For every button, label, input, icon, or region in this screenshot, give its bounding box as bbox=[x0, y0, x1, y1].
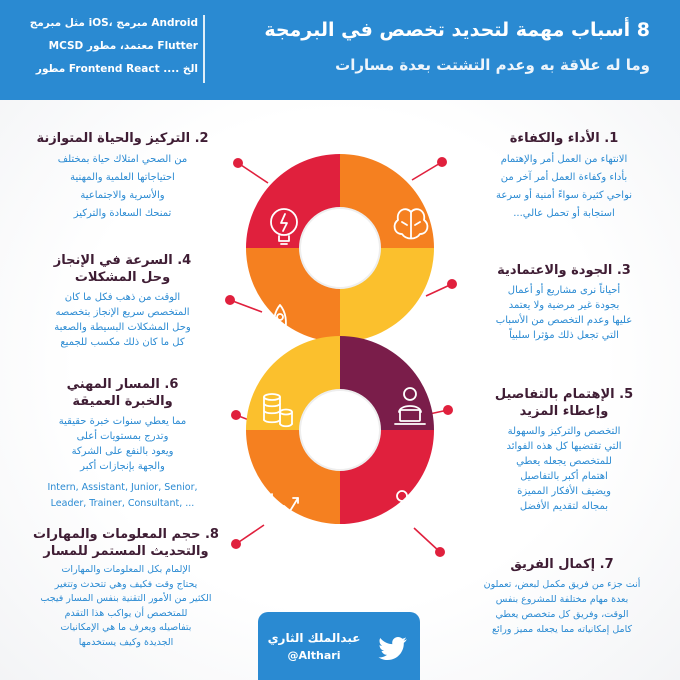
item-details-title-line2: وإعطاء المزيد bbox=[519, 404, 609, 419]
examples-line-3: مطور Frontend React .... الخ bbox=[35, 63, 198, 75]
item-knowledge-line: بتفاصيله ويعرف ما هي الإمكانيات bbox=[60, 622, 192, 633]
top-ring-hole bbox=[300, 208, 380, 288]
item-career-line: والجهة بإنجازات أكبر bbox=[80, 461, 165, 472]
item-career-title-line2: والخبرة العميقة bbox=[72, 394, 173, 409]
item-performance bbox=[455, 130, 673, 223]
item-knowledge-line: الجديدة وكيف يستخدمها bbox=[78, 636, 174, 648]
item-performance-line: استجابة أو تحمل عالي... bbox=[513, 208, 615, 219]
twitter-bird-icon bbox=[378, 636, 408, 662]
item-career bbox=[5, 376, 240, 512]
item-details-line: اهتمام أكبر بالتفاصيل bbox=[520, 471, 608, 482]
item-details-line: ويضيف الأفكار المميزة bbox=[517, 486, 611, 497]
examples-line-2: MCSD معتمد، مطور Flutter bbox=[48, 40, 198, 52]
item-speed-line: المتخصص سريع الإنجاز بتخصصه bbox=[55, 307, 190, 318]
item-quality-line: عليها وعدم التخصص من الأسباب bbox=[495, 315, 633, 326]
connector-performance bbox=[412, 162, 442, 180]
item-focus-line: من الصحي امتلاك حياة بمختلف bbox=[57, 154, 188, 165]
item-knowledge-line: للمتخصص أن يواكب هذا التقدم bbox=[64, 607, 188, 619]
connector-focus bbox=[238, 163, 268, 183]
header-banner bbox=[0, 0, 680, 100]
item-speed bbox=[5, 252, 240, 350]
infographic-subtitle: وما له علاقة به وعدم التشتت بعدة مسارات bbox=[335, 56, 650, 74]
item-team-line: الوقت، وفريق كل متخصص يعطي bbox=[495, 609, 629, 620]
item-focus-title: 2. التركيز والحياة المتوازنة bbox=[36, 131, 209, 146]
item-details-line: التي تقتضيها كل هذه الفوائد bbox=[506, 441, 622, 452]
item-career-levels: Intern, Assistant, Junior, Senior, bbox=[47, 482, 198, 493]
item-focus-line: احتياجاتها العلمية والمهنية bbox=[70, 172, 175, 183]
item-team-line: كامل إمكانياته مما يجعله مميز ورائع bbox=[491, 624, 633, 635]
connector-team bbox=[414, 528, 440, 552]
item-quality-line: بجودة غير مرضية ولا يعتمد bbox=[508, 300, 620, 311]
bottom-ring bbox=[246, 336, 434, 524]
item-quality-title: 3. الجودة والاعتمادية bbox=[497, 263, 631, 278]
item-speed-line: وحل المشكلات البسيطة والصعبة bbox=[54, 322, 191, 333]
item-focus bbox=[10, 130, 235, 223]
item-speed-title: 4. السرعة في الإنجاز bbox=[53, 253, 192, 268]
twitter-handle[interactable]: @Althari bbox=[287, 649, 341, 662]
item-career-levels: Leader, Trainer, Consultant, ... bbox=[50, 498, 195, 509]
item-details-line: للمتخصص يجعله يعطي bbox=[516, 456, 612, 467]
item-knowledge-title: 8. حجم المعلومات والمهارات bbox=[33, 527, 219, 542]
item-focus-line: والأسرية والاجتماعية bbox=[80, 190, 165, 201]
item-performance-line: نواحي كثيرة سواءً أمنية أو سرعة bbox=[495, 190, 633, 201]
item-knowledge-line: الكثير من الأمور التقنية بنفس المسار فيجب bbox=[40, 593, 212, 604]
item-details bbox=[455, 386, 673, 514]
item-career-line: مما يعطي سنوات خبرة حقيقية bbox=[58, 416, 187, 427]
item-knowledge-line: يحتاج وقت فكيف وهي تتحدث وتتغير bbox=[54, 578, 198, 590]
item-speed-line: كل ما كان ذلك مكسب للجميع bbox=[60, 337, 185, 348]
item-focus-line: تمنحك السعادة والتركيز bbox=[73, 208, 172, 219]
item-team-line: بعدة مهام مختلفة للمشروع بنفس bbox=[495, 594, 629, 605]
item-details-title: 5. الإهتمام بالتفاصيل bbox=[494, 387, 634, 402]
item-quality bbox=[455, 262, 673, 343]
item-speed-title-line2: وحل المشكلات bbox=[74, 270, 171, 285]
item-team bbox=[448, 556, 676, 637]
examples-line-1: مثل مبرمج iOS، مبرمج Android bbox=[29, 17, 198, 29]
item-knowledge-line: الإلمام بكل المعلومات والمهارات bbox=[61, 564, 191, 575]
item-performance-line: الانتهاء من العمل أمر والإهتمام bbox=[500, 154, 628, 165]
item-speed-line: الوقت من ذهب فكل ما كان bbox=[64, 292, 181, 303]
item-career-title: 6. المسار المهني bbox=[66, 377, 179, 392]
item-details-line: التخصص والتركيز والسهولة bbox=[507, 426, 621, 437]
author-footer bbox=[258, 612, 420, 680]
item-details-line: بمجاله لتقديم الأفضل bbox=[519, 501, 609, 512]
item-career-line: وتدرج بمستويات أعلى bbox=[76, 431, 169, 442]
item-team-title: 7. إكمال الفريق bbox=[510, 557, 614, 572]
item-quality-line: التي تجعل ذلك مؤثرا سلبياً bbox=[509, 330, 619, 341]
item-performance-line: بأداء وكفاءة العمل أمر آخر من bbox=[500, 172, 628, 183]
item-quality-line: أحياناً نرى مشاريع أو أعمال bbox=[507, 285, 621, 296]
item-performance-title: 1. الأداء والكفاءة bbox=[509, 131, 619, 146]
item-team-line: أنت جزء من فريق مكمل لبعض، تعملون bbox=[483, 579, 641, 590]
item-knowledge-title-line2: والتحديث المستمر للمسار bbox=[43, 544, 209, 559]
author-name: عبدالملك الثاري bbox=[267, 631, 361, 645]
header-divider bbox=[203, 15, 205, 83]
infographic-title: 8 أسباب مهمة لتحديد تخصص في البرمجة bbox=[264, 19, 650, 41]
item-knowledge bbox=[2, 526, 250, 650]
bottom-ring-hole bbox=[300, 390, 380, 470]
item-career-line: ويعود بالنفع على الشركة bbox=[71, 446, 174, 457]
